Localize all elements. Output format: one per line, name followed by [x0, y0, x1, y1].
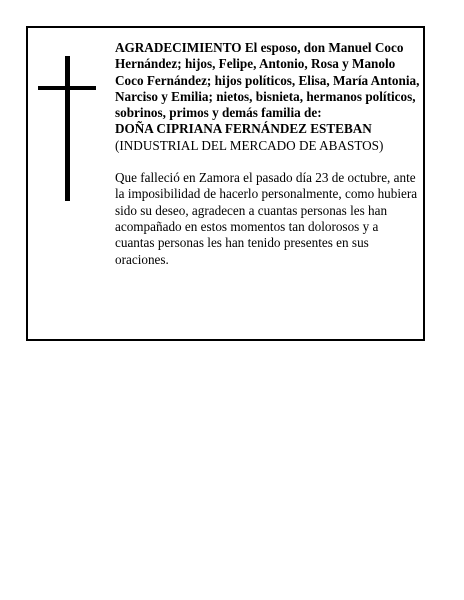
deceased-role: (INDUSTRIAL DEL MERCADO DE ABASTOS) — [115, 137, 384, 153]
obituary-notice — [26, 26, 425, 341]
deceased-name: DOÑA CIPRIANA FERNÁNDEZ ESTEBAN — [115, 121, 372, 137]
cross-vertical-bar — [65, 56, 70, 201]
notice-text — [115, 40, 420, 268]
cross-horizontal-bar — [38, 86, 96, 90]
notice-intro: AGRADECIMIENTO El esposo, don Manuel Coco Hernández; hijos, Felipe, Antonio, Rosa y Manolo Coco Fernández; hijos políticos, Elisa, María Antonia, Narciso y Emilia; nietos, bisnieta, hermanos políticos, sobrinos, primos y demás familia de: — [115, 40, 420, 121]
latin-cross-icon — [38, 56, 98, 201]
notice-body: Que falleció en Zamora el pasado día 23 de octubre, ante la imposibilidad de hacerlo personalmente, como hubiera sido su deseo, agradecen a cuantas personas les han acompañado en estos momentos tan dolorosos y a cuantas personas les han tenido presentes en sus oraciones. — [115, 170, 418, 267]
